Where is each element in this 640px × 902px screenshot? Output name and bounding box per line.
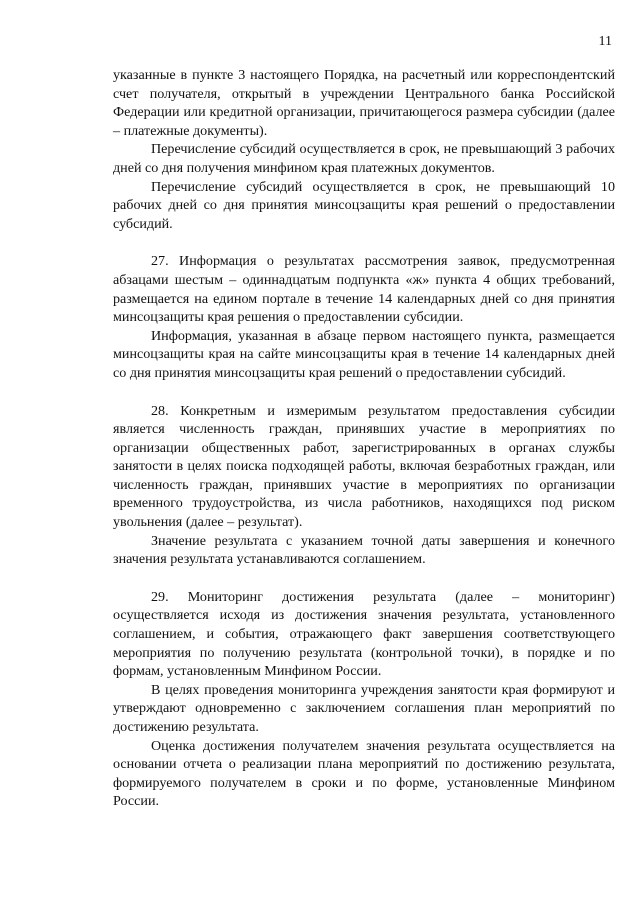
paragraph-item-29-assessment: Оценка достижения получателем значения результата осуществляется на основании отчета о реализации плана мероприятий по достижению результата, формируемого получателем в сроки и по форме, установленные Минфином России. (113, 737, 615, 810)
page-number: 11 (598, 34, 612, 49)
paragraph-payment-documents: указанные в пункте 3 настоящего Порядка, на расчетный или корреспондентский счет получателя, открытый в учреждении Центрального банка Российской Федерации или кредитной организации, причитающегося размера субсидии (далее – платежные документы). (113, 67, 615, 139)
paragraph-transfer-3-days: Перечисление субсидий осуществляется в срок, не превышающий 3 рабочих дней со дня получения минфином края платежных документов. (113, 141, 615, 176)
paragraph-item-27-site: Информация, указанная в абзаце первом настоящего пункта, размещается минсоцзащиты края на сайте минсоцзащиты края в течение 14 календарных дней со дня принятия минсоцзащиты края решений о предоставлении субсидий. (113, 327, 615, 381)
paragraph-transfer-10-days: Перечисление субсидий осуществляется в срок, не превышающий 10 рабочих дней со дня принятия минсоцзащиты края решений о предоставлении субсидий. (113, 178, 615, 232)
paragraph-item-28: 28. Конкретным и измеримым результатом предоставления субсидии является численность граждан, принявших участие в мероприятиях по организации общественных работ, зарегистрированных в органах службы занятости в целях поиска подходящей работы, включая безработных граждан, или численность граждан, принявших участие в мероприятиях по организации временного трудоустройства, из числа работников, находящихся под риском увольнения (далее – результат). (113, 402, 615, 531)
paragraph-item-29: 29. Мониторинг достижения результата (далее – мониторинг) осуществляется исходя из достижения значения результата, установленного соглашением, и события, отражающего факт завершения соответствующего мероприятия по получению результата (контрольной точки), в порядке и по формам, установленным Минфином России. (113, 588, 615, 680)
document-body (113, 66, 615, 811)
paragraph-item-29-plan: В целях проведения мониторинга учреждения занятости края формируют и утверждают одновременно с заключением соглашения план мероприятий по достижению результата. (113, 681, 615, 735)
paragraph-item-27: 27. Информация о результатах рассмотрения заявок, предусмотренная абзацами шестым – одиннадцатым подпункта «ж» пункта 4 общих требований, размещается на едином портале в течение 14 календарных дней со дня принятия минсоцзащиты края решения о предоставлении субсидии. (113, 253, 615, 326)
paragraph-item-28-value: Значение результата с указанием точной даты завершения и конечного значения результата устанавливаются соглашением. (113, 532, 615, 568)
